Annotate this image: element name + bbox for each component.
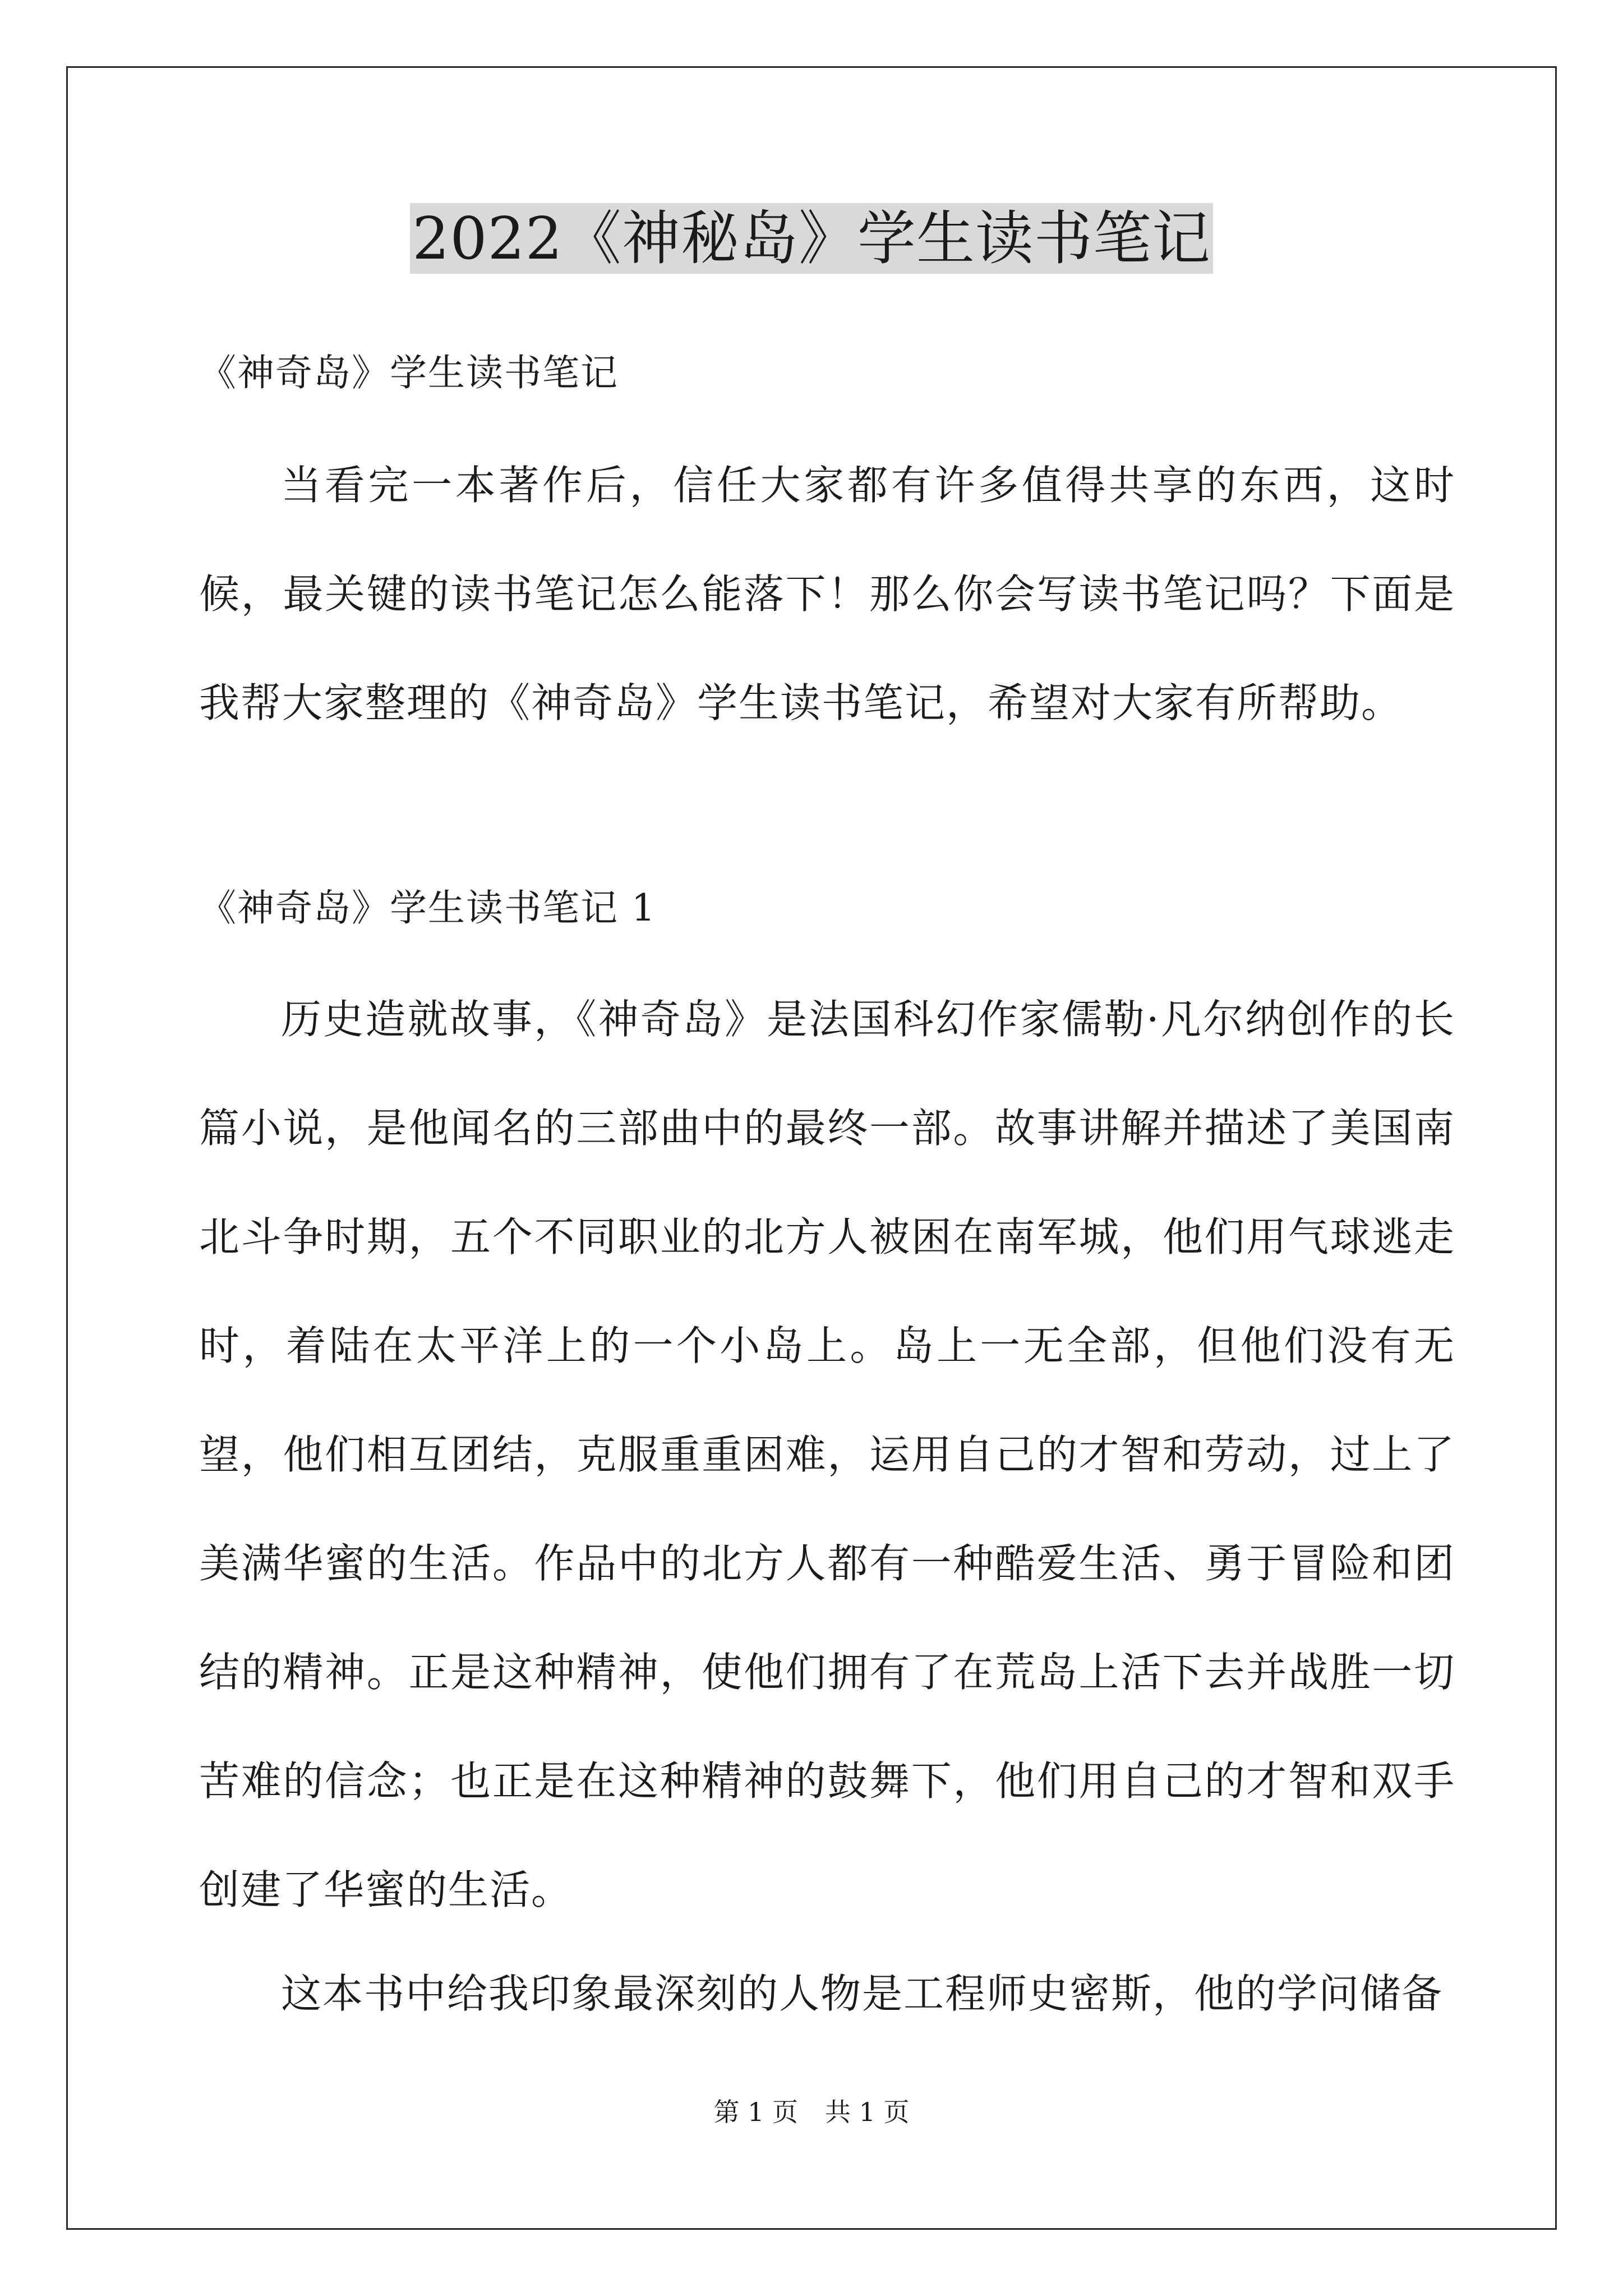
document-title [0,199,1623,278]
page-footer [0,2095,1623,2129]
section-heading: 《神奇岛》学生读书笔记 1 [199,886,656,930]
intro-paragraph: 当看完一本著作后，信任大家都有许多值得共享的东西，这时候，最关键的读书笔记怎么能落下！那么你会写读书笔记吗？下面是我帮大家整理的《神奇岛》学生读书笔记，希望对大家有所帮助。 [199,462,1455,726]
body-paragraph-2: 这本书中给我印象最深刻的人物是工程师史密斯，他的学问储备 [281,1970,1444,2017]
page-total: 共 1 页 [825,2097,910,2127]
page-number: 第 1 页 [713,2097,798,2127]
document-subtitle: 《神奇岛》学生读书笔记 [199,351,619,394]
body-paragraph-1: 历史造就故事，《神奇岛》是法国科幻作家儒勒·凡尔纳创作的长篇小说，是他闻名的三部曲中的最终一部。故事讲解并描述了美国南北斗争时期，五个不同职业的北方人被困在南军城，他们用气球逃走时，着陆在太平洋上的一个小岛上。岛上一无全部，但他们没有无望，他们相互团结，克服重重困难，运用自己的才智和劳动，过上了美满华蜜的生活。作品中的北方人都有一种酷爱生活、勇于冒险和团结的精神。正是这种精神，使他们拥有了在荒岛上活下去并战胜一切苦难的信念；也正是在这种精神的鼓舞下，他们用自己的才智和双手创建了华蜜的生活。 [199,996,1455,1913]
document-title-text: 2022《神秘岛》学生读书笔记 [410,203,1213,274]
